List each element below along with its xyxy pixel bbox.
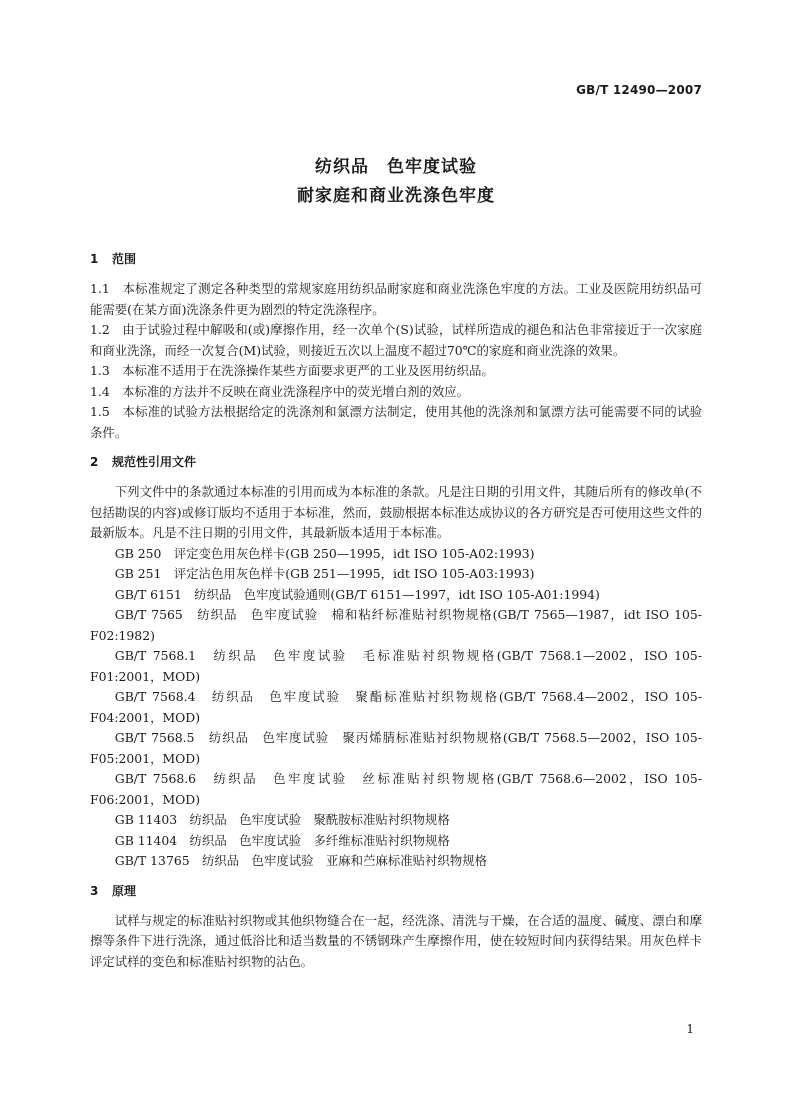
reference-item: GB/T 6151 纺织品 色牢度试验通则(GB/T 6151—1997，idt ISO 105-A01:1994)	[114, 586, 600, 602]
section-title: 范围	[112, 252, 137, 266]
clause-1-3: 1.3 本标准不适用于在洗涤操作某些方面要求更严的工业及医用纺织品。	[90, 363, 494, 378]
principle-text: 试样与规定的标准贴衬织物或其他织物缝合在一起，经洗涤、清洗与干燥，在合适的温度、碱度、漂白和摩擦等条件下进行洗涤，通过低浴比和适当数量的不锈钢珠产生摩擦作用，使在较短时间内获得结果。用灰色样卡评定试样的变色和标准贴衬织物的沾色。	[90, 912, 702, 969]
clause-1-1: 1.1 本标准规定了测定各种类型的常规家庭用纺织品耐家庭和商业洗涤色牢度的方法。工业及医院用纺织品可能需要(在某方面)洗涤条件更为剧烈的特定洗涤程序。	[90, 281, 702, 317]
document-title-line1: 纺织品 色牢度试验	[315, 157, 477, 177]
reference-item: GB 250 评定变色用灰色样卡(GB 250—1995，idt ISO 105-A02:1993)	[114, 545, 535, 561]
document-title-line2: 耐家庭和商业洗涤色牢度	[297, 186, 495, 206]
clause-1-5: 1.5 本标准的试验方法根据给定的洗涤剂和氯漂方法制定，使用其他的洗涤剂和氯漂方法可能需要不同的试验条件。	[90, 404, 702, 440]
section-number: 2	[90, 455, 99, 469]
reference-item: GB/T 7568.4 纺织品 色牢度试验 聚酯标准贴衬织物规格(GB/T 7568.4—2002，ISO 105-F04:2001，MOD)	[90, 689, 702, 725]
section-heading-scope	[90, 249, 702, 269]
clause-1-2: 1.2 由于试验过程中解吸和(或)摩擦作用，经一次单个(S)试验，试样所造成的褪色和沾色非常接近于一次家庭和商业洗涤，而经一次复合(M)试验，则接近五次以上温度不超过70℃的家庭和商业洗涤的效果。	[90, 322, 702, 358]
section-heading-normative-references	[90, 452, 702, 472]
page-number: 1	[686, 1022, 694, 1036]
reference-item: GB/T 7565 纺织品 色牢度试验 棉和粘纤标准贴衬织物规格(GB/T 7565—1987，idt ISO 105-F02:1982)	[90, 607, 702, 643]
section-number: 1	[90, 252, 99, 266]
reference-item: GB/T 7568.5 纺织品 色牢度试验 聚丙烯腈标准贴衬织物规格(GB/T 7568.5—2002，ISO 105-F05:2001，MOD)	[90, 730, 702, 766]
section-title: 原理	[112, 883, 137, 898]
clause-1-4: 1.4 本标准的方法并不反映在商业洗涤程序中的荧光增白剂的效应。	[90, 383, 470, 399]
references-intro: 下列文件中的条款通过本标准的引用而成为本标准的条款。凡是注日期的引用文件，其随后所有的修改单(不包括勘误的内容)或修订版均不适用于本标准，然而，鼓励根据本标准达成协议的各方研究是否可使用这些文件的最新版本。凡是不注日期的引用文件，其最新版本适用于本标准。	[90, 484, 702, 540]
reference-item: GB/T 7568.6 纺织品 色牢度试验 丝标准贴衬织物规格(GB/T 7568.6—2002，ISO 105-F06:2001，MOD)	[90, 771, 702, 807]
section-number: 3	[90, 883, 99, 898]
reference-item: GB 251 评定沾色用灰色样卡(GB 251—1995，idt ISO 105-A03:1993)	[114, 566, 535, 581]
reference-item: GB 11404 纺织品 色牢度试验 多纤维标准贴衬织物规格	[114, 832, 450, 848]
section-title: 规范性引用文件	[112, 455, 197, 469]
section-heading-principle	[90, 881, 702, 901]
reference-item: GB 11403 纺织品 色牢度试验 聚酰胺标准贴衬织物规格	[114, 812, 450, 827]
document-body	[90, 249, 702, 972]
reference-item: GB/T 7568.1 纺织品 色牢度试验 毛标准贴衬织物规格(GB/T 7568.1—2002，ISO 105-F01:2001，MOD)	[90, 648, 702, 684]
reference-item: GB/T 13765 纺织品 色牢度试验 亚麻和苎麻标准贴衬织物规格	[114, 853, 487, 868]
standard-code: GB/T 12490—2007	[576, 83, 702, 97]
